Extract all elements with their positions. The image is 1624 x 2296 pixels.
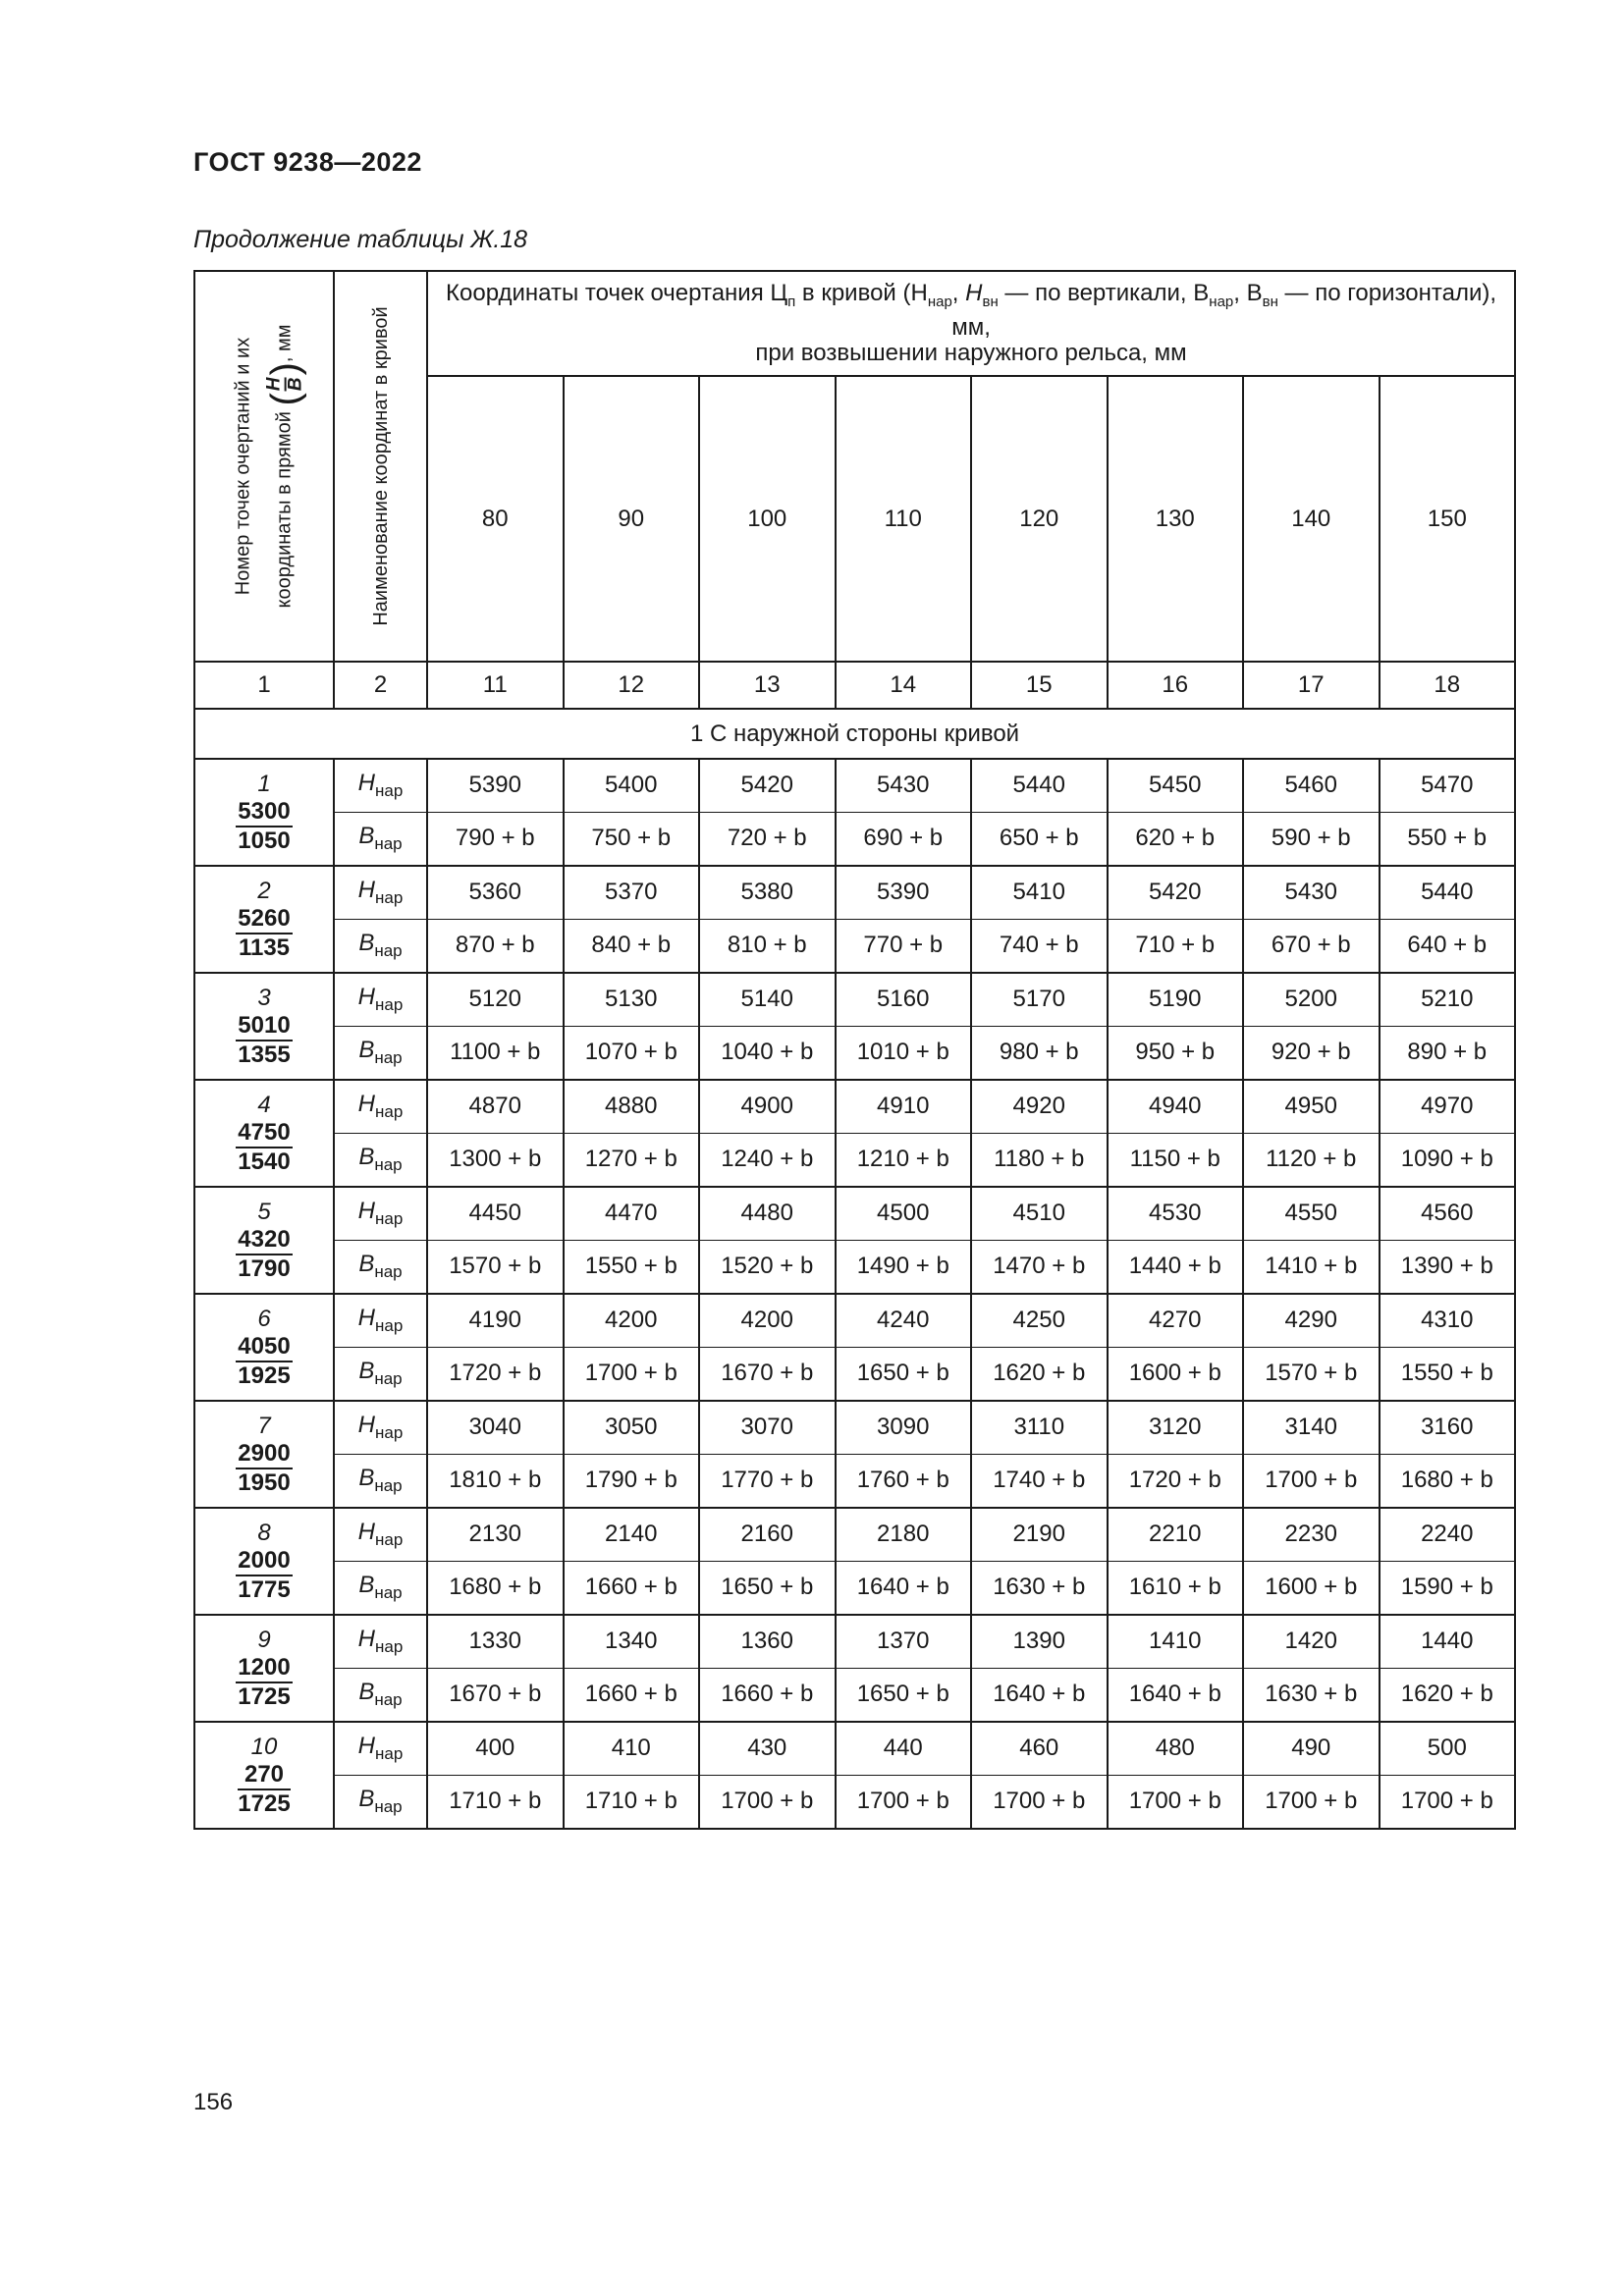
table-row [194,759,1515,812]
b-value-cell: 1010 + b [836,1026,972,1080]
column-number-cell: 12 [564,662,700,709]
coord-name-b: $В_{нар}$ [334,919,427,973]
h-value-cell: 490 [1243,1722,1380,1775]
h-value-cell: 4940 [1108,1080,1244,1133]
point-b-straight: 1775 [238,1575,291,1603]
table-row [194,1561,1515,1615]
col2-header: Наименование координат в кривой [334,271,427,662]
b-value-cell: 1710 + b [564,1775,700,1829]
h-value-cell: 400 [427,1722,564,1775]
h-value-cell: 5170 [971,973,1108,1026]
coord-name-b: $В_{нар}$ [334,1454,427,1508]
h-value-cell: 5140 [699,973,836,1026]
point-cell [194,1187,334,1294]
h-value-cell: 4480 [699,1187,836,1240]
h-value-cell: 4880 [564,1080,700,1133]
point-coordinates-fraction [236,1226,292,1283]
h-value-cell: 2210 [1108,1508,1244,1561]
h-value-cell: 1330 [427,1615,564,1668]
column-number-cell: 1 [194,662,334,709]
h-value-cell: 1440 [1380,1615,1516,1668]
column-number-cell: 14 [836,662,972,709]
h-value-cell: 5210 [1380,973,1516,1026]
table-row [194,1080,1515,1133]
b-value-cell: 1640 + b [1108,1668,1244,1722]
b-value-cell: 1240 + b [699,1133,836,1187]
b-value-cell: 1630 + b [1243,1668,1380,1722]
b-value-cell: 1700 + b [836,1775,972,1829]
b-value-cell: 1680 + b [1380,1454,1516,1508]
point-number: 1 [257,770,271,797]
b-value-cell: 1640 + b [971,1668,1108,1722]
h-value-cell: 430 [699,1722,836,1775]
point-coordinates-fraction [238,1761,290,1818]
b-value-cell: 1660 + b [564,1561,700,1615]
h-value-cell: 4240 [836,1294,972,1347]
h-value-cell: 4500 [836,1187,972,1240]
coord-name-b: $В_{нар}$ [334,1668,427,1722]
b-value-cell: 1700 + b [1243,1775,1380,1829]
column-number-cell: 13 [699,662,836,709]
b-value-cell: 1550 + b [1380,1347,1516,1401]
point-cell [194,973,334,1080]
h-value-cell: 5470 [1380,759,1516,812]
b-value-cell: 1600 + b [1108,1347,1244,1401]
b-value-cell: 1120 + b [1243,1133,1380,1187]
b-value-cell: 1270 + b [564,1133,700,1187]
coord-name-h: $Н_{нар}$ [334,1080,427,1133]
b-value-cell: 1300 + b [427,1133,564,1187]
b-value-cell: 1700 + b [1380,1775,1516,1829]
b-value-cell: 1570 + b [1243,1347,1380,1401]
coord-name-h: $Н_{нар}$ [334,973,427,1026]
point-cell [194,1722,334,1829]
point-coordinates-fraction [236,798,292,855]
b-value-cell: 1470 + b [971,1240,1108,1294]
elevation-group-header: Координаты точек очертания $Ц_п$ в кривой ($Н_{нар}$, $Н_{вн}$ — по вертикали, $В_{нар}$, $В_{вн}$ — по горизонтали), мм, при возвышении наружного рельса, мм [427,271,1515,376]
elevation-header-cell: 100 [699,376,836,662]
standard-title: ГОСТ 9238—2022 [193,147,422,177]
point-b-straight: 1050 [238,827,291,854]
h-value-cell: 5160 [836,973,972,1026]
b-value-cell: 1440 + b [1108,1240,1244,1294]
b-value-cell: 810 + b [699,919,836,973]
col1-header-line2: координаты в прямой [273,411,296,609]
h-value-cell: 4510 [971,1187,1108,1240]
b-value-cell: 1700 + b [971,1775,1108,1829]
coord-name-h: $Н_{нар}$ [334,1508,427,1561]
b-value-cell: 1670 + b [699,1347,836,1401]
b-value-cell: 1600 + b [1243,1561,1380,1615]
coord-name-b: $В_{нар}$ [334,812,427,866]
point-h-straight: 4750 [236,1119,292,1148]
b-value-cell: 1650 + b [836,1668,972,1722]
h-value-cell: 5440 [971,759,1108,812]
point-b-straight: 1950 [238,1468,291,1496]
h-value-cell: 4550 [1243,1187,1380,1240]
b-value-cell: 750 + b [564,812,700,866]
b-value-cell: 1620 + b [971,1347,1108,1401]
b-value-cell: 1700 + b [699,1775,836,1829]
b-value-cell: 1090 + b [1380,1133,1516,1187]
point-h-straight: 4050 [236,1333,292,1362]
point-number: 2 [257,877,271,904]
b-value-cell: 840 + b [564,919,700,973]
coord-name-h: $Н_{нар}$ [334,1615,427,1668]
b-value-cell: 1770 + b [699,1454,836,1508]
point-number: 5 [257,1198,271,1225]
h-value-cell: 4290 [1243,1294,1380,1347]
h-value-cell: 5370 [564,866,700,919]
coord-name-b: $В_{нар}$ [334,1347,427,1401]
section-row [194,709,1515,759]
point-cell [194,1508,334,1615]
coord-name-h: $Н_{нар}$ [334,1187,427,1240]
b-value-cell: 1150 + b [1108,1133,1244,1187]
table-row [194,1294,1515,1347]
b-value-cell: 1410 + b [1243,1240,1380,1294]
elevation-header-cell: 120 [971,376,1108,662]
b-value-cell: 670 + b [1243,919,1380,973]
h-value-cell: 4250 [971,1294,1108,1347]
h-value-cell: 4560 [1380,1187,1516,1240]
h-value-cell: 2190 [971,1508,1108,1561]
h-value-cell: 3070 [699,1401,836,1454]
b-value-cell: 1520 + b [699,1240,836,1294]
b-value-cell: 1680 + b [427,1561,564,1615]
table-row [194,866,1515,919]
h-value-cell: 2130 [427,1508,564,1561]
coord-name-h: $Н_{нар}$ [334,1401,427,1454]
h-value-cell: 4200 [564,1294,700,1347]
h-value-cell: 5380 [699,866,836,919]
column-number-cell: 11 [427,662,564,709]
b-value-cell: 890 + b [1380,1026,1516,1080]
elevation-header-cell: 140 [1243,376,1380,662]
h-value-cell: 5430 [1243,866,1380,919]
point-coordinates-fraction [236,1333,292,1390]
column-number-cell: 2 [334,662,427,709]
point-cell [194,866,334,973]
column-number-cell: 16 [1108,662,1244,709]
b-value-cell: 740 + b [971,919,1108,973]
h-value-cell: 5410 [971,866,1108,919]
elevation-header-cell: 130 [1108,376,1244,662]
h-value-cell: 3160 [1380,1401,1516,1454]
b-value-cell: 1100 + b [427,1026,564,1080]
b-value-cell: 870 + b [427,919,564,973]
b-value-cell: 1700 + b [564,1347,700,1401]
point-cell [194,1294,334,1401]
h-value-cell: 4270 [1108,1294,1244,1347]
table-continuation-caption: Продолжение таблицы Ж.18 [193,226,528,253]
b-value-cell: 1070 + b [564,1026,700,1080]
table-row [194,1775,1515,1829]
b-value-cell: 1640 + b [836,1561,972,1615]
point-cell [194,1401,334,1508]
b-value-cell: 690 + b [836,812,972,866]
point-h-straight: 5010 [236,1012,292,1041]
h-value-cell: 4470 [564,1187,700,1240]
b-value-cell: 1810 + b [427,1454,564,1508]
point-b-straight: 1725 [238,1789,291,1817]
h-value-cell: 3110 [971,1401,1108,1454]
b-value-cell: 550 + b [1380,812,1516,866]
b-value-cell: 920 + b [1243,1026,1380,1080]
h-value-cell: 5440 [1380,866,1516,919]
point-h-straight: 2900 [236,1440,292,1469]
b-value-cell: 1700 + b [1108,1775,1244,1829]
table-row [194,1026,1515,1080]
h-value-cell: 1410 [1108,1615,1244,1668]
point-coordinates-fraction [236,1012,292,1069]
elevation-header-cell: 90 [564,376,700,662]
coord-name-b: $В_{нар}$ [334,1240,427,1294]
b-value-cell: 620 + b [1108,812,1244,866]
b-value-cell: 1670 + b [427,1668,564,1722]
point-number: 3 [257,984,271,1011]
h-value-cell: 4950 [1243,1080,1380,1133]
point-h-straight: 5300 [236,798,292,828]
h-value-cell: 2180 [836,1508,972,1561]
h-value-cell: 5200 [1243,973,1380,1026]
h-value-cell: 2230 [1243,1508,1380,1561]
b-value-cell: 1590 + b [1380,1561,1516,1615]
table-row [194,1454,1515,1508]
h-value-cell: 4310 [1380,1294,1516,1347]
h-value-cell: 5420 [1108,866,1244,919]
b-value-cell: 1720 + b [427,1347,564,1401]
point-number: 9 [257,1626,271,1653]
b-value-cell: 590 + b [1243,812,1380,866]
point-number: 10 [250,1733,278,1760]
b-value-cell: 1390 + b [1380,1240,1516,1294]
h-value-cell: 4870 [427,1080,564,1133]
table-row [194,1615,1515,1668]
h-value-cell: 460 [971,1722,1108,1775]
h-value-cell: 1370 [836,1615,972,1668]
h-value-cell: 4530 [1108,1187,1244,1240]
point-b-straight: 1790 [238,1255,291,1282]
h-value-cell: 2140 [564,1508,700,1561]
h-value-cell: 4910 [836,1080,972,1133]
b-value-cell: 1760 + b [836,1454,972,1508]
table-row [194,1240,1515,1294]
b-value-cell: 1210 + b [836,1133,972,1187]
point-b-straight: 1725 [238,1682,291,1710]
coord-name-h: $Н_{нар}$ [334,759,427,812]
b-value-cell: 650 + b [971,812,1108,866]
coord-name-b: $В_{нар}$ [334,1561,427,1615]
b-value-cell: 1630 + b [971,1561,1108,1615]
coord-name-h: $Н_{нар}$ [334,1294,427,1347]
h-value-cell: 410 [564,1722,700,1775]
col1-header-line1: Номер точек очертаний и их [232,337,254,596]
h-value-cell: 4970 [1380,1080,1516,1133]
h-value-cell: 480 [1108,1722,1244,1775]
table-row [194,919,1515,973]
coord-name-b: $В_{нар}$ [334,1026,427,1080]
h-over-b-fraction: H B [263,377,306,392]
point-h-straight: 5260 [236,905,292,934]
b-value-cell: 1660 + b [699,1668,836,1722]
h-value-cell: 5450 [1108,759,1244,812]
h-value-cell: 4900 [699,1080,836,1133]
table-row [194,1508,1515,1561]
h-value-cell: 5390 [427,759,564,812]
h-value-cell: 3120 [1108,1401,1244,1454]
point-h-straight: 2000 [236,1547,292,1576]
point-coordinates-fraction [236,905,292,962]
h-value-cell: 5420 [699,759,836,812]
header-row-main [194,271,1515,376]
point-coordinates-fraction [236,1119,292,1176]
point-number: 4 [257,1091,271,1118]
column-number-cell: 17 [1243,662,1380,709]
b-value-cell: 1040 + b [699,1026,836,1080]
b-value-cell: 770 + b [836,919,972,973]
table-row [194,973,1515,1026]
h-value-cell: 1390 [971,1615,1108,1668]
b-value-cell: 1650 + b [836,1347,972,1401]
table-row [194,1133,1515,1187]
elevation-header-cell: 110 [836,376,972,662]
h-value-cell: 4920 [971,1080,1108,1133]
table-row [194,1187,1515,1240]
point-coordinates-fraction [236,1547,292,1604]
coord-name-h: $Н_{нар}$ [334,1722,427,1775]
h-value-cell: 440 [836,1722,972,1775]
h-value-cell: 5390 [836,866,972,919]
point-number: 8 [257,1519,271,1546]
b-value-cell: 710 + b [1108,919,1244,973]
point-number: 6 [257,1305,271,1332]
h-value-cell: 5430 [836,759,972,812]
h-value-cell: 5400 [564,759,700,812]
point-b-straight: 1355 [238,1041,291,1068]
point-b-straight: 1540 [238,1148,291,1175]
b-value-cell: 1740 + b [971,1454,1108,1508]
b-value-cell: 1570 + b [427,1240,564,1294]
b-value-cell: 1550 + b [564,1240,700,1294]
point-cell [194,1615,334,1722]
elevation-header-cell: 150 [1380,376,1516,662]
b-value-cell: 980 + b [971,1026,1108,1080]
point-coordinates-fraction [236,1440,292,1497]
point-cell [194,759,334,866]
b-value-cell: 950 + b [1108,1026,1244,1080]
section-title: 1 С наружной стороны кривой [194,709,1515,759]
elevation-header-cell: 80 [427,376,564,662]
h-value-cell: 4190 [427,1294,564,1347]
point-b-straight: 1925 [238,1362,291,1389]
b-value-cell: 1620 + b [1380,1668,1516,1722]
column-number-cell: 18 [1380,662,1516,709]
b-value-cell: 1720 + b [1108,1454,1244,1508]
h-value-cell: 4450 [427,1187,564,1240]
h-value-cell: 5360 [427,866,564,919]
column-number-cell: 15 [971,662,1108,709]
b-value-cell: 1700 + b [1243,1454,1380,1508]
b-value-cell: 1610 + b [1108,1561,1244,1615]
b-value-cell: 1650 + b [699,1561,836,1615]
b-value-cell: 1660 + b [564,1668,700,1722]
point-number: 7 [257,1412,271,1439]
h-value-cell: 2160 [699,1508,836,1561]
h-value-cell: 500 [1380,1722,1516,1775]
b-value-cell: 1490 + b [836,1240,972,1294]
point-h-straight: 4320 [236,1226,292,1255]
coordinates-table [193,270,1516,1830]
col1-header: Номер точек очертаний и их координаты в прямой ( H B ), мм [194,271,334,662]
b-value-cell: 1790 + b [564,1454,700,1508]
h-value-cell: 2240 [1380,1508,1516,1561]
point-coordinates-fraction [236,1654,292,1711]
h-value-cell: 3140 [1243,1401,1380,1454]
b-value-cell: 790 + b [427,812,564,866]
coord-name-b: $В_{нар}$ [334,1775,427,1829]
b-value-cell: 720 + b [699,812,836,866]
page-number: 156 [193,2089,234,2115]
h-value-cell: 3050 [564,1401,700,1454]
table-row [194,812,1515,866]
coord-name-b: $В_{нар}$ [334,1133,427,1187]
column-numbers-row [194,662,1515,709]
point-b-straight: 1135 [238,934,291,961]
point-h-straight: 1200 [236,1654,292,1683]
b-value-cell: 1710 + b [427,1775,564,1829]
table-row [194,1722,1515,1775]
h-value-cell: 1420 [1243,1615,1380,1668]
table-row [194,1668,1515,1722]
h-value-cell: 4200 [699,1294,836,1347]
h-value-cell: 3090 [836,1401,972,1454]
h-value-cell: 5120 [427,973,564,1026]
b-value-cell: 1180 + b [971,1133,1108,1187]
coord-name-h: $Н_{нар}$ [334,866,427,919]
h-value-cell: 5130 [564,973,700,1026]
h-value-cell: 5460 [1243,759,1380,812]
h-value-cell: 1340 [564,1615,700,1668]
point-h-straight: 270 [238,1761,290,1790]
h-value-cell: 5190 [1108,973,1244,1026]
point-cell [194,1080,334,1187]
b-value-cell: 640 + b [1380,919,1516,973]
table-row [194,1347,1515,1401]
h-value-cell: 1360 [699,1615,836,1668]
table-row [194,1401,1515,1454]
h-value-cell: 3040 [427,1401,564,1454]
